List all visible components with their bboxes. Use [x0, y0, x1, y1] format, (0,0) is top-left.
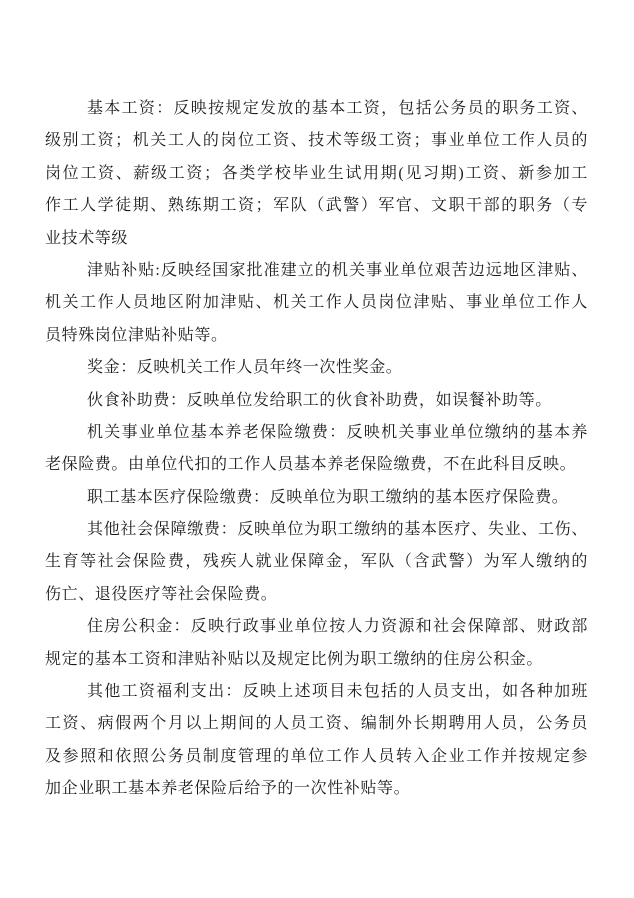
text-line: 老保险费。由单位代扣的工作人员基本养老保险缴费，不在此科目反映。: [45, 456, 577, 474]
paragraph: [45, 611, 588, 676]
text-line: 级别工资；机关工人的岗位工资、技术等级工资；事业单位工作人员的: [45, 132, 588, 150]
text-line: 业技术等级: [45, 229, 129, 247]
paragraph: [45, 417, 588, 482]
paragraph: [45, 676, 588, 806]
text-line: 机关事业单位基本养老保险缴费：反映机关事业单位缴纳的基本养: [87, 423, 588, 441]
paragraph: [45, 482, 588, 514]
text-line: 津贴补贴:反映经国家批准建立的机关事业单位艰苦边远地区津贴、: [87, 261, 588, 279]
text-line: 岗位工资、薪级工资；各类学校毕业生试用期(见习期)工资、新参加工: [45, 164, 588, 182]
text-line: 伤亡、退役医疗等社会保险费。: [45, 585, 278, 603]
text-line: 其他社会保障缴费：反映单位为职工缴纳的基本医疗、失业、工伤、: [87, 521, 588, 539]
text-line: 机关工作人员地区附加津贴、机关工作人员岗位津贴、事业单位工作人: [45, 294, 588, 312]
text-line: 基本工资：反映按规定发放的基本工资，包括公务员的职务工资、: [87, 100, 588, 117]
text-line: 住房公积金：反映行政事业单位按人力资源和社会保障部、财政部: [87, 618, 588, 636]
text-line: 加企业职工基本养老保险后给予的一次性补贴等。: [45, 780, 411, 798]
paragraph: [45, 93, 588, 255]
paragraph: [45, 514, 588, 611]
text-line: 规定的基本工资和津贴补贴以及规定比例为职工缴纳的住房公积金。: [45, 650, 544, 668]
text-line: 作工人学徒期、熟练期工资；军队（武警）军官、文职干部的职务（专: [45, 197, 588, 215]
text-line: 生育等社会保险费，残疾人就业保障金，军队（含武警）为军人缴纳的: [45, 553, 588, 571]
text-line: 员特殊岗位津贴补贴等。: [45, 326, 228, 344]
text-line: 其他工资福利支出：反映上述项目未包括的人员支出，如各种加班: [87, 683, 588, 701]
text-line: 职工基本医疗保险缴费：反映单位为职工缴纳的基本医疗保险费。: [87, 488, 569, 506]
text-line: 工资、病假两个月以上期间的人员工资、编制外长期聘用人员，公务员: [45, 715, 588, 733]
text-line: 伙食补助费：反映单位发给职工的伙食补助费，如误餐补助等。: [87, 391, 552, 409]
paragraph: [45, 255, 588, 352]
paragraph: [45, 385, 588, 417]
paragraph: [45, 352, 588, 384]
text-line: 奖金：反映机关工作人员年终一次性奖金。: [87, 359, 403, 377]
text-line: 及参照和依照公务员制度管理的单位工作人员转入企业工作并按规定参: [45, 747, 588, 765]
